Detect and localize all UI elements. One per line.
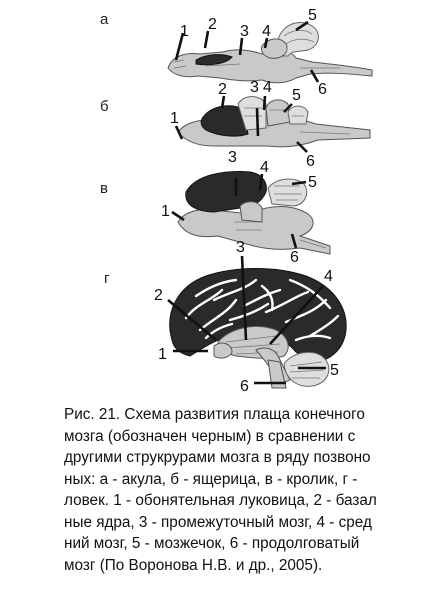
label-a-4: 4 bbox=[262, 23, 271, 40]
label-d-6: 6 bbox=[240, 378, 249, 395]
label-c-5: 5 bbox=[308, 174, 317, 191]
label-c-3: 3 bbox=[228, 149, 237, 166]
caption-line: ний мозг, 5 - мозжечок, 6 - продолговатый bbox=[64, 535, 360, 552]
leader-b-3 bbox=[257, 108, 258, 136]
section-letter-b: б bbox=[100, 98, 109, 115]
label-a-5: 5 bbox=[308, 7, 317, 24]
label-d-3: 3 bbox=[236, 239, 245, 256]
label-c-4: 4 bbox=[260, 159, 269, 176]
section-a-shark bbox=[100, 7, 372, 98]
label-a-3: 3 bbox=[240, 23, 249, 40]
label-b-3: 3 bbox=[250, 79, 259, 96]
section-letter-c: в bbox=[100, 180, 108, 197]
caption-line: ловек. 1 - обонятельная луковица, 2 - базал bbox=[64, 492, 377, 509]
caption-line: мозг (По Воронова Н.В. и др., 2005). bbox=[64, 556, 323, 574]
section-d-human bbox=[104, 239, 346, 395]
section-c-rabbit bbox=[100, 149, 330, 266]
caption-line: Рис. 21. Схема развития плаща конечного bbox=[64, 406, 365, 423]
label-c-1: 1 bbox=[161, 203, 170, 220]
caption-line: мозга (обозначен черным) в сравнении с bbox=[64, 427, 356, 445]
leader-c-1 bbox=[172, 212, 184, 220]
label-b-6: 6 bbox=[306, 153, 315, 170]
label-a-6: 6 bbox=[318, 81, 327, 98]
caption-line: другими струкрурами мозга в ряду позвоно bbox=[64, 449, 371, 466]
figure-caption bbox=[64, 404, 423, 594]
label-b-2: 2 bbox=[218, 81, 227, 98]
label-b-5: 5 bbox=[292, 87, 301, 104]
label-a-1: 1 bbox=[180, 23, 189, 40]
label-d-1: 1 bbox=[158, 346, 167, 363]
section-letter-a: а bbox=[100, 11, 109, 28]
label-d-4: 4 bbox=[324, 268, 333, 285]
label-d-2: 2 bbox=[154, 287, 163, 304]
leader-a-2 bbox=[205, 31, 208, 48]
label-d-5: 5 bbox=[330, 362, 339, 379]
caption-line: ных: а - акула, б - ящерица, в - кролик, г - bbox=[64, 470, 358, 488]
lizard-brain-drawing bbox=[178, 97, 370, 147]
label-b-4: 4 bbox=[263, 79, 272, 96]
label-a-2: 2 bbox=[208, 16, 217, 33]
label-b-1: 1 bbox=[170, 110, 179, 127]
section-letter-d: г bbox=[104, 270, 110, 287]
label-c-6: 6 bbox=[290, 249, 299, 266]
caption-line: ные ядра, 3 - промежуточный мозг, 4 - сред bbox=[64, 513, 372, 531]
leader-b-4 bbox=[264, 96, 265, 110]
human-brain-drawing bbox=[170, 269, 346, 389]
